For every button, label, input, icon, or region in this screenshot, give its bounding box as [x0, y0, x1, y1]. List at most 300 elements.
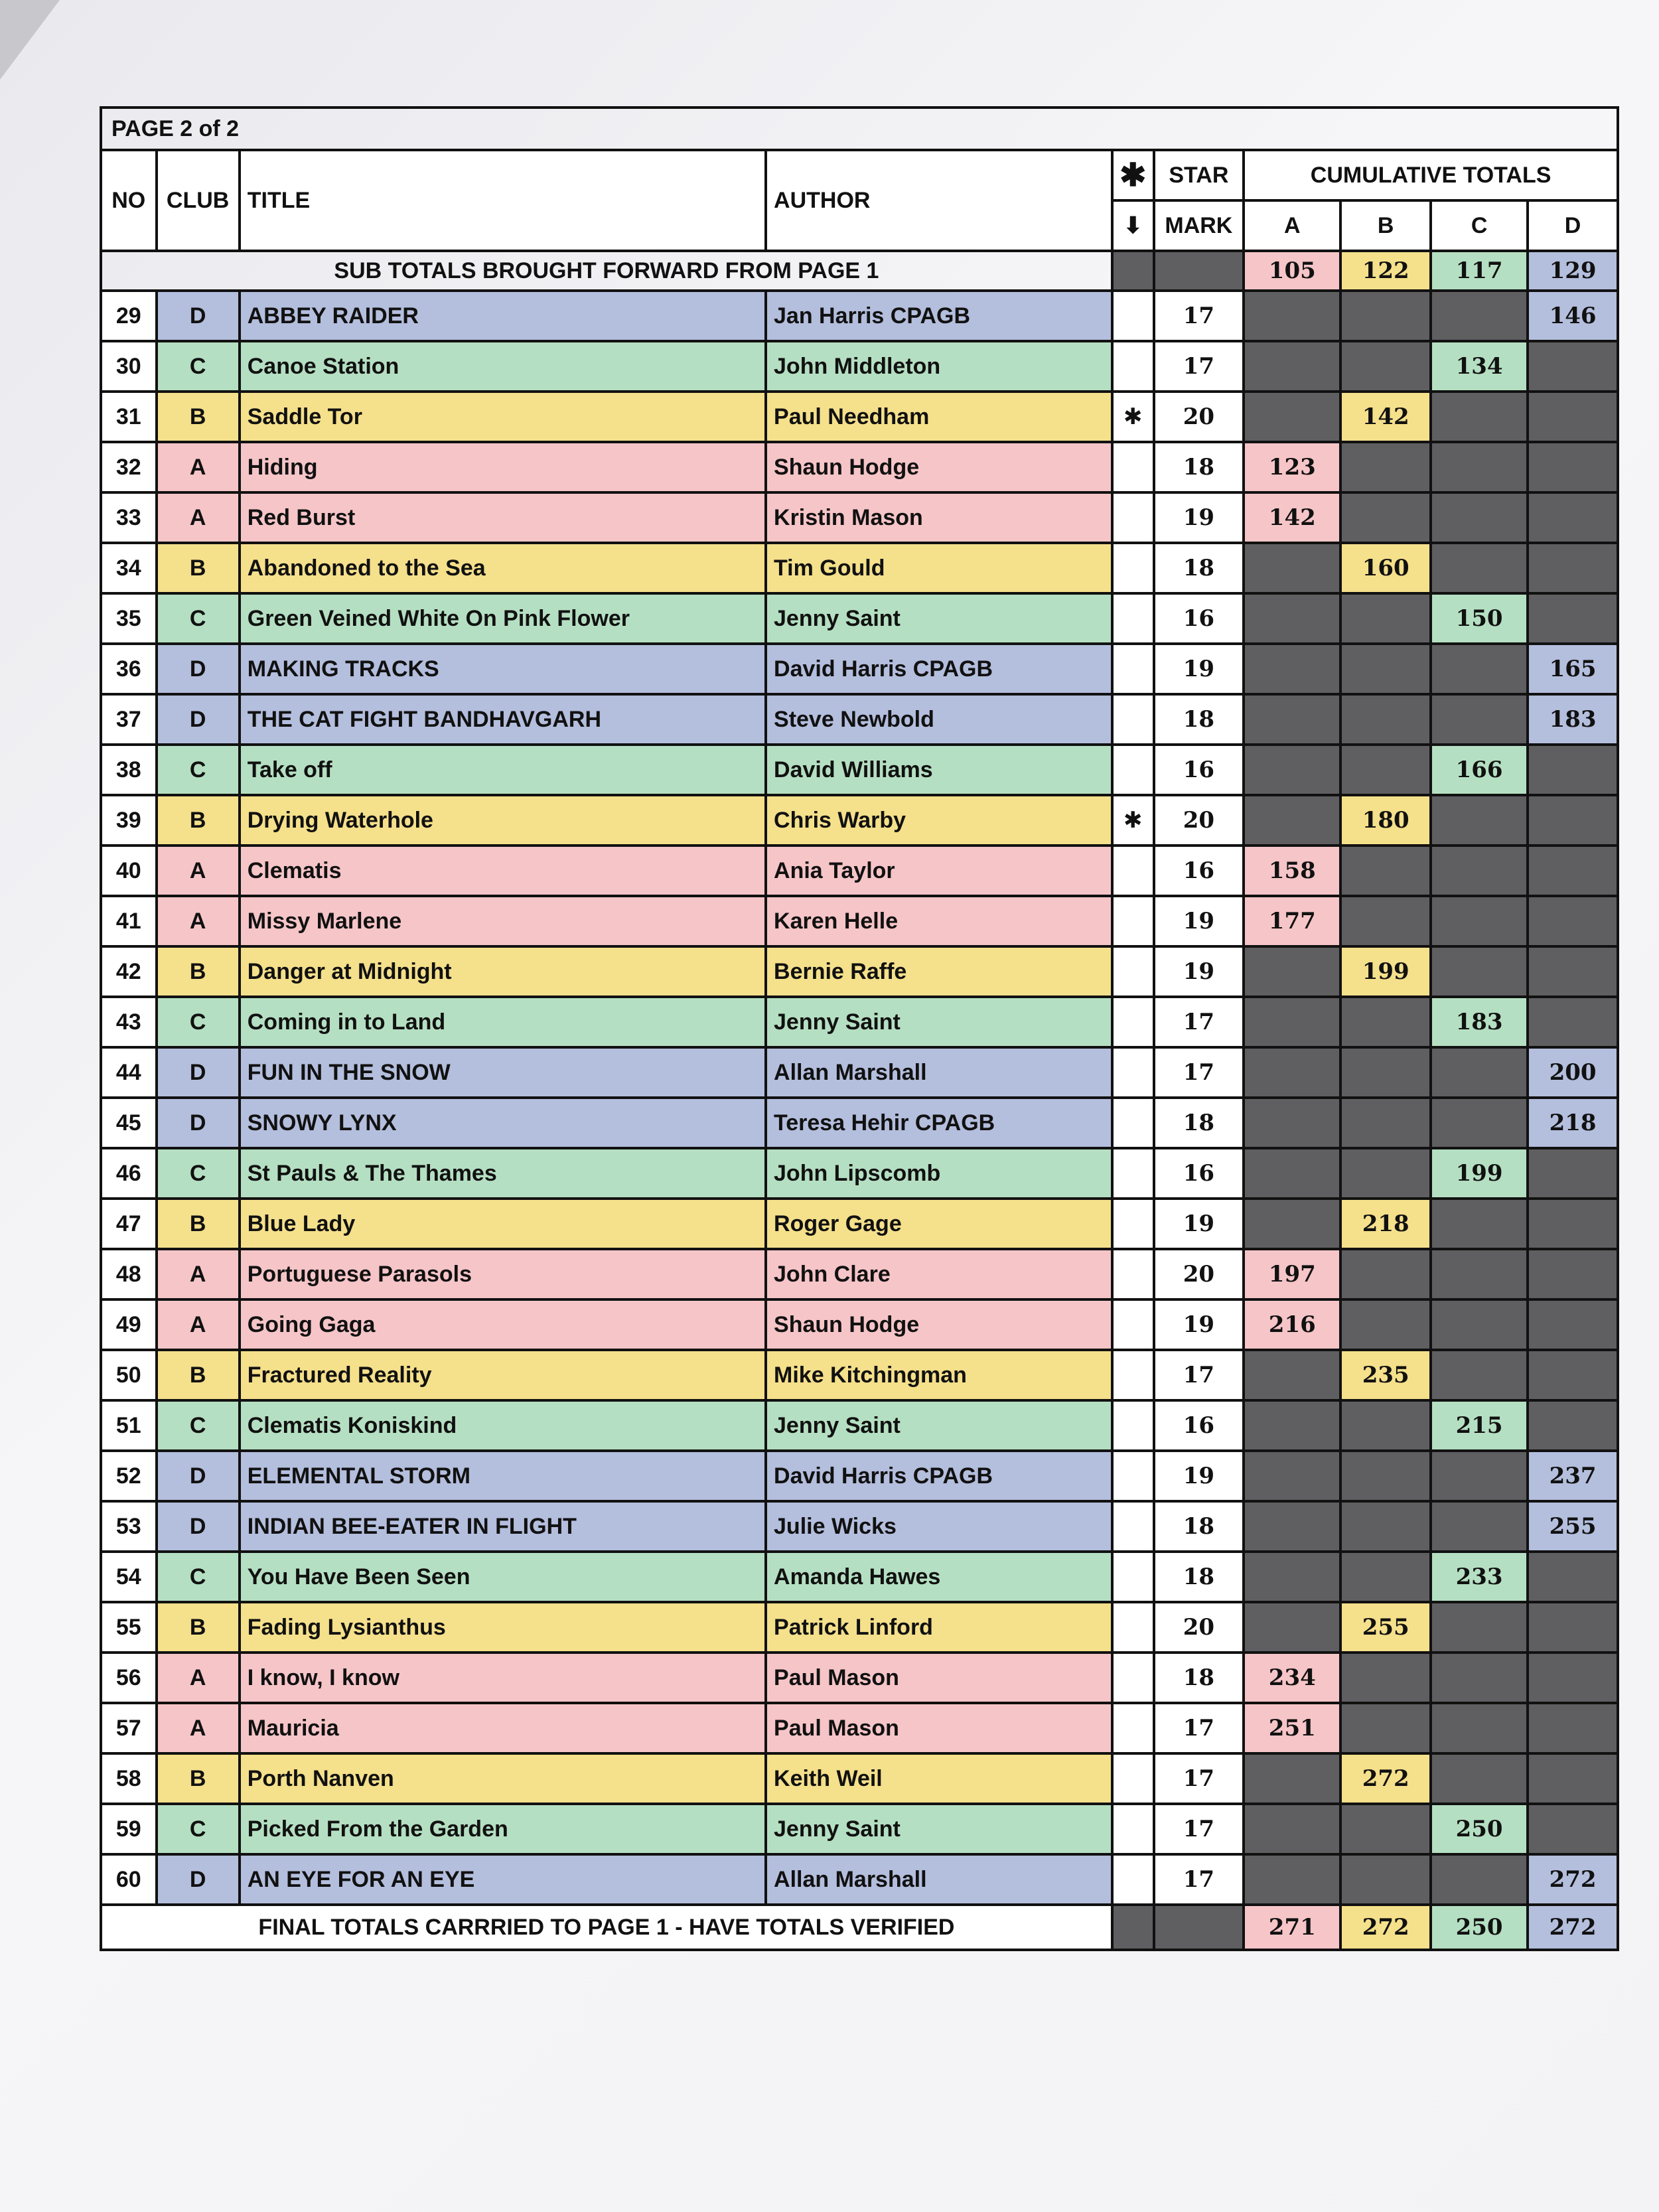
entry-title: INDIAN BEE-EATER IN FLIGHT	[240, 1501, 766, 1552]
entry-author: Paul Mason	[766, 1653, 1112, 1703]
entry-star	[1112, 1199, 1154, 1249]
down-arrow-icon: ⬇	[1123, 213, 1143, 238]
paper-corner-shadow	[0, 0, 60, 80]
cumulative-a	[1244, 543, 1340, 593]
cumulative-c	[1431, 1299, 1528, 1350]
table-row	[101, 543, 1618, 593]
cumulative-c	[1431, 1451, 1528, 1501]
cumulative-c	[1431, 492, 1528, 543]
cumulative-b: 235	[1340, 1350, 1431, 1400]
cumulative-c	[1431, 1047, 1528, 1098]
header-star: STAR	[1154, 150, 1244, 200]
cumulative-d	[1528, 593, 1618, 644]
cumulative-b	[1340, 492, 1431, 543]
header-cumulative: CUMULATIVE TOTALS	[1244, 150, 1618, 200]
cumulative-b	[1340, 745, 1431, 795]
entry-number: 48	[101, 1249, 157, 1299]
entry-star	[1112, 442, 1154, 492]
cumulative-c	[1431, 392, 1528, 442]
table-row	[101, 1501, 1618, 1552]
entry-number: 31	[101, 392, 157, 442]
entry-number: 37	[101, 694, 157, 745]
cumulative-a	[1244, 1501, 1340, 1552]
cumulative-d: 146	[1528, 291, 1618, 341]
entry-club: A	[157, 1703, 240, 1753]
final-total-c: 250	[1431, 1905, 1528, 1950]
cumulative-d	[1528, 492, 1618, 543]
cumulative-c	[1431, 1602, 1528, 1653]
cumulative-d	[1528, 1199, 1618, 1249]
entry-author: Patrick Linford	[766, 1602, 1112, 1653]
entry-star	[1112, 946, 1154, 997]
cumulative-d	[1528, 846, 1618, 896]
entry-author: John Middleton	[766, 341, 1112, 392]
entry-star	[1112, 896, 1154, 946]
cumulative-d: 200	[1528, 1047, 1618, 1098]
score-sheet	[100, 106, 1619, 1951]
entry-number: 46	[101, 1148, 157, 1199]
entry-author: David Harris CPAGB	[766, 1451, 1112, 1501]
cumulative-a	[1244, 946, 1340, 997]
cumulative-d	[1528, 392, 1618, 442]
entry-mark: 20	[1154, 1602, 1244, 1653]
entry-club: D	[157, 1501, 240, 1552]
entry-club: C	[157, 997, 240, 1047]
cumulative-c	[1431, 1703, 1528, 1753]
entry-title: Clematis	[240, 846, 766, 896]
entry-number: 49	[101, 1299, 157, 1350]
table-row	[101, 1854, 1618, 1905]
subtotals-row	[101, 251, 1618, 291]
entry-mark: 16	[1154, 593, 1244, 644]
entry-title: St Pauls & The Thames	[240, 1148, 766, 1199]
entry-mark: 18	[1154, 442, 1244, 492]
table-row	[101, 694, 1618, 745]
entry-author: Roger Gage	[766, 1199, 1112, 1249]
cumulative-b	[1340, 1299, 1431, 1350]
cumulative-c: 233	[1431, 1552, 1528, 1602]
entry-mark: 20	[1154, 795, 1244, 846]
cumulative-b	[1340, 644, 1431, 694]
entry-star	[1112, 1098, 1154, 1148]
entry-club: C	[157, 745, 240, 795]
entry-star	[1112, 1653, 1154, 1703]
entry-star: ✱	[1112, 392, 1154, 442]
entry-club: B	[157, 1753, 240, 1804]
entry-title: THE CAT FIGHT BANDHAVGARH	[240, 694, 766, 745]
cumulative-c: 199	[1431, 1148, 1528, 1199]
entry-mark: 17	[1154, 1047, 1244, 1098]
cumulative-a	[1244, 1199, 1340, 1249]
final-mark-cell	[1154, 1905, 1244, 1950]
cumulative-b: 199	[1340, 946, 1431, 997]
entry-club: A	[157, 1249, 240, 1299]
final-totals-label: FINAL TOTALS CARRRIED TO PAGE 1 - HAVE TOTALS VERIFIED	[101, 1905, 1112, 1950]
cumulative-c: 215	[1431, 1400, 1528, 1451]
cumulative-a: 216	[1244, 1299, 1340, 1350]
cumulative-b	[1340, 1854, 1431, 1905]
cumulative-c	[1431, 1501, 1528, 1552]
table-row	[101, 1299, 1618, 1350]
cumulative-b	[1340, 1552, 1431, 1602]
cumulative-c	[1431, 644, 1528, 694]
entry-mark: 17	[1154, 1350, 1244, 1400]
entry-title: Porth Nanven	[240, 1753, 766, 1804]
entry-title: Green Veined White On Pink Flower	[240, 593, 766, 644]
table-row	[101, 946, 1618, 997]
entry-mark: 20	[1154, 1249, 1244, 1299]
cumulative-a	[1244, 1552, 1340, 1602]
cumulative-d	[1528, 1249, 1618, 1299]
subtotal-c: 117	[1431, 251, 1528, 291]
header-title: TITLE	[240, 150, 766, 251]
cumulative-c: 134	[1431, 341, 1528, 392]
entry-number: 54	[101, 1552, 157, 1602]
entry-number: 32	[101, 442, 157, 492]
entry-number: 39	[101, 795, 157, 846]
header-mark: MARK	[1154, 200, 1244, 251]
cumulative-c: 166	[1431, 745, 1528, 795]
cumulative-b: 272	[1340, 1753, 1431, 1804]
entry-club: D	[157, 1047, 240, 1098]
entry-mark: 20	[1154, 392, 1244, 442]
header-a: A	[1244, 200, 1340, 251]
entry-title: Fading Lysianthus	[240, 1602, 766, 1653]
entry-author: Keith Weil	[766, 1753, 1112, 1804]
entry-star	[1112, 1249, 1154, 1299]
entry-number: 34	[101, 543, 157, 593]
entry-mark: 19	[1154, 1299, 1244, 1350]
entry-author: John Lipscomb	[766, 1148, 1112, 1199]
cumulative-a: 234	[1244, 1653, 1340, 1703]
table-row	[101, 442, 1618, 492]
final-total-a: 271	[1244, 1905, 1340, 1950]
cumulative-b	[1340, 1501, 1431, 1552]
entry-author: Allan Marshall	[766, 1047, 1112, 1098]
entry-mark: 17	[1154, 291, 1244, 341]
table-row	[101, 997, 1618, 1047]
entry-club: C	[157, 341, 240, 392]
entry-title: Clematis Koniskind	[240, 1400, 766, 1451]
entry-author: Jan Harris CPAGB	[766, 291, 1112, 341]
entry-author: Jenny Saint	[766, 1400, 1112, 1451]
entry-number: 50	[101, 1350, 157, 1400]
final-total-d: 272	[1528, 1905, 1618, 1950]
entry-club: D	[157, 1098, 240, 1148]
entry-author: Steve Newbold	[766, 694, 1112, 745]
final-star-cell	[1112, 1905, 1154, 1950]
cumulative-a	[1244, 1098, 1340, 1148]
entry-title: SNOWY LYNX	[240, 1098, 766, 1148]
cumulative-b: 180	[1340, 795, 1431, 846]
entry-number: 51	[101, 1400, 157, 1451]
entry-number: 33	[101, 492, 157, 543]
entry-star	[1112, 1350, 1154, 1400]
entry-title: Red Burst	[240, 492, 766, 543]
entry-author: Ania Taylor	[766, 846, 1112, 896]
entry-title: Abandoned to the Sea	[240, 543, 766, 593]
cumulative-c	[1431, 1199, 1528, 1249]
entry-star	[1112, 745, 1154, 795]
header-d: D	[1528, 200, 1618, 251]
table-row	[101, 1350, 1618, 1400]
entry-star	[1112, 846, 1154, 896]
entry-author: Shaun Hodge	[766, 1299, 1112, 1350]
entry-title: Going Gaga	[240, 1299, 766, 1350]
table-row	[101, 1552, 1618, 1602]
entry-club: A	[157, 492, 240, 543]
entry-mark: 19	[1154, 946, 1244, 997]
cumulative-b	[1340, 997, 1431, 1047]
entry-star	[1112, 1451, 1154, 1501]
cumulative-c	[1431, 1098, 1528, 1148]
entry-mark: 16	[1154, 846, 1244, 896]
entry-mark: 16	[1154, 1400, 1244, 1451]
cumulative-a	[1244, 593, 1340, 644]
entry-star	[1112, 1400, 1154, 1451]
cumulative-a: 158	[1244, 846, 1340, 896]
entry-mark: 17	[1154, 1804, 1244, 1854]
entry-number: 42	[101, 946, 157, 997]
entry-club: B	[157, 1199, 240, 1249]
entry-number: 56	[101, 1653, 157, 1703]
entry-star	[1112, 1552, 1154, 1602]
table-row	[101, 1451, 1618, 1501]
entry-club: B	[157, 1602, 240, 1653]
cumulative-d: 165	[1528, 644, 1618, 694]
cumulative-a	[1244, 694, 1340, 745]
entry-title: Take off	[240, 745, 766, 795]
entry-club: D	[157, 694, 240, 745]
entry-star	[1112, 694, 1154, 745]
cumulative-b: 218	[1340, 1199, 1431, 1249]
entry-club: A	[157, 1299, 240, 1350]
entry-number: 40	[101, 846, 157, 896]
entry-mark: 17	[1154, 1753, 1244, 1804]
entry-number: 35	[101, 593, 157, 644]
cumulative-b	[1340, 1451, 1431, 1501]
entry-author: Bernie Raffe	[766, 946, 1112, 997]
cumulative-d	[1528, 1703, 1618, 1753]
header-no: NO	[101, 150, 157, 251]
entry-star	[1112, 997, 1154, 1047]
table-row	[101, 291, 1618, 341]
table-row	[101, 1753, 1618, 1804]
header-arrow	[1112, 200, 1154, 251]
entry-title: Danger at Midnight	[240, 946, 766, 997]
header-star-symbol	[1112, 150, 1154, 200]
cumulative-b	[1340, 1148, 1431, 1199]
cumulative-b	[1340, 341, 1431, 392]
entry-club: D	[157, 1451, 240, 1501]
cumulative-c	[1431, 543, 1528, 593]
entry-author: Mike Kitchingman	[766, 1350, 1112, 1400]
entry-club: B	[157, 946, 240, 997]
table-row	[101, 1098, 1618, 1148]
cumulative-a	[1244, 1854, 1340, 1905]
entry-number: 36	[101, 644, 157, 694]
cumulative-a	[1244, 392, 1340, 442]
cumulative-b	[1340, 846, 1431, 896]
entry-club: D	[157, 1854, 240, 1905]
entry-title: Canoe Station	[240, 341, 766, 392]
final-totals-row	[101, 1905, 1618, 1950]
cumulative-c: 183	[1431, 997, 1528, 1047]
entry-number: 57	[101, 1703, 157, 1753]
entry-mark: 18	[1154, 694, 1244, 745]
entry-author: Allan Marshall	[766, 1854, 1112, 1905]
subtotal-a: 105	[1244, 251, 1340, 291]
entry-number: 59	[101, 1804, 157, 1854]
cumulative-d	[1528, 442, 1618, 492]
entry-title: Saddle Tor	[240, 392, 766, 442]
entry-mark: 18	[1154, 543, 1244, 593]
asterisk-icon: ✱	[1119, 158, 1147, 193]
subtotals-star-cell	[1112, 251, 1154, 291]
entry-club: C	[157, 1148, 240, 1199]
entry-mark: 17	[1154, 997, 1244, 1047]
header-c: C	[1431, 200, 1528, 251]
cumulative-d: 255	[1528, 1501, 1618, 1552]
entry-author: Kristin Mason	[766, 492, 1112, 543]
table-row	[101, 1804, 1618, 1854]
entry-star	[1112, 1804, 1154, 1854]
entry-author: Jenny Saint	[766, 1804, 1112, 1854]
entry-number: 45	[101, 1098, 157, 1148]
cumulative-d	[1528, 1148, 1618, 1199]
table-row	[101, 1400, 1618, 1451]
entry-star	[1112, 1501, 1154, 1552]
page-label-row	[101, 108, 1618, 150]
entry-mark: 18	[1154, 1098, 1244, 1148]
cumulative-c	[1431, 846, 1528, 896]
entry-club: C	[157, 1400, 240, 1451]
cumulative-a	[1244, 745, 1340, 795]
entry-number: 43	[101, 997, 157, 1047]
cumulative-c	[1431, 1249, 1528, 1299]
table-row	[101, 492, 1618, 543]
cumulative-b: 142	[1340, 392, 1431, 442]
entry-title: Picked From the Garden	[240, 1804, 766, 1854]
entry-club: B	[157, 392, 240, 442]
cumulative-b	[1340, 442, 1431, 492]
entry-title: Blue Lady	[240, 1199, 766, 1249]
table-row	[101, 644, 1618, 694]
cumulative-d	[1528, 1350, 1618, 1400]
cumulative-b	[1340, 1249, 1431, 1299]
header-b: B	[1340, 200, 1431, 251]
entry-mark: 17	[1154, 1703, 1244, 1753]
entry-author: Paul Mason	[766, 1703, 1112, 1753]
table-row	[101, 1199, 1618, 1249]
cumulative-b	[1340, 593, 1431, 644]
cumulative-d: 237	[1528, 1451, 1618, 1501]
entry-mark: 19	[1154, 896, 1244, 946]
cumulative-b: 160	[1340, 543, 1431, 593]
entry-author: David Harris CPAGB	[766, 644, 1112, 694]
entry-number: 41	[101, 896, 157, 946]
cumulative-a	[1244, 291, 1340, 341]
cumulative-b	[1340, 896, 1431, 946]
entry-title: ABBEY RAIDER	[240, 291, 766, 341]
entry-number: 29	[101, 291, 157, 341]
entry-star: ✱	[1112, 795, 1154, 846]
cumulative-c	[1431, 795, 1528, 846]
entry-title: AN EYE FOR AN EYE	[240, 1854, 766, 1905]
entry-title: I know, I know	[240, 1653, 766, 1703]
entry-author: Julie Wicks	[766, 1501, 1112, 1552]
table-row	[101, 846, 1618, 896]
table-row	[101, 1602, 1618, 1653]
cumulative-b	[1340, 1098, 1431, 1148]
entry-author: Teresa Hehir CPAGB	[766, 1098, 1112, 1148]
cumulative-c	[1431, 946, 1528, 997]
entry-mark: 18	[1154, 1653, 1244, 1703]
cumulative-d	[1528, 543, 1618, 593]
entry-mark: 17	[1154, 1854, 1244, 1905]
entry-author: Karen Helle	[766, 896, 1112, 946]
entry-mark: 19	[1154, 1199, 1244, 1249]
entry-club: A	[157, 1653, 240, 1703]
entry-title: Drying Waterhole	[240, 795, 766, 846]
cumulative-b	[1340, 1804, 1431, 1854]
entry-title: Hiding	[240, 442, 766, 492]
cumulative-d: 218	[1528, 1098, 1618, 1148]
cumulative-a	[1244, 1148, 1340, 1199]
table-row	[101, 392, 1618, 442]
table-row	[101, 745, 1618, 795]
cumulative-c	[1431, 1854, 1528, 1905]
entry-author: Jenny Saint	[766, 593, 1112, 644]
entry-club: A	[157, 896, 240, 946]
entry-number: 55	[101, 1602, 157, 1653]
cumulative-a: 251	[1244, 1703, 1340, 1753]
entry-author: Shaun Hodge	[766, 442, 1112, 492]
entry-number: 52	[101, 1451, 157, 1501]
score-table	[100, 106, 1619, 1951]
cumulative-a	[1244, 341, 1340, 392]
entry-mark: 19	[1154, 1451, 1244, 1501]
cumulative-d	[1528, 745, 1618, 795]
entry-mark: 19	[1154, 644, 1244, 694]
cumulative-a	[1244, 1451, 1340, 1501]
cumulative-a: 142	[1244, 492, 1340, 543]
cumulative-b	[1340, 1400, 1431, 1451]
cumulative-d	[1528, 795, 1618, 846]
cumulative-c	[1431, 1653, 1528, 1703]
entry-author: Chris Warby	[766, 795, 1112, 846]
entry-mark: 17	[1154, 341, 1244, 392]
cumulative-d: 272	[1528, 1854, 1618, 1905]
entry-number: 38	[101, 745, 157, 795]
cumulative-a: 177	[1244, 896, 1340, 946]
cumulative-d: 183	[1528, 694, 1618, 745]
entry-star	[1112, 543, 1154, 593]
entry-title: Missy Marlene	[240, 896, 766, 946]
subtotal-b: 122	[1340, 251, 1431, 291]
entry-mark: 16	[1154, 745, 1244, 795]
entry-star	[1112, 291, 1154, 341]
entry-club: C	[157, 1552, 240, 1602]
cumulative-a	[1244, 1602, 1340, 1653]
cumulative-c: 150	[1431, 593, 1528, 644]
table-row	[101, 593, 1618, 644]
cumulative-a	[1244, 1350, 1340, 1400]
cumulative-b	[1340, 1703, 1431, 1753]
entry-title: Mauricia	[240, 1703, 766, 1753]
entry-club: D	[157, 644, 240, 694]
entry-number: 58	[101, 1753, 157, 1804]
